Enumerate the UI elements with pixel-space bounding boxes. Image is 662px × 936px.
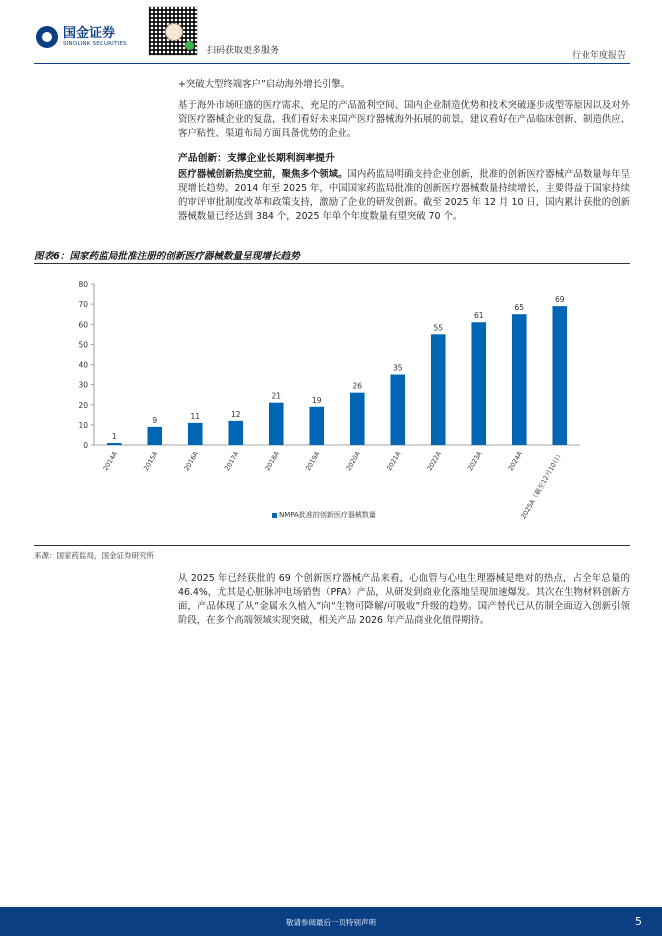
logo-icon — [36, 26, 58, 48]
data-label: 69 — [554, 295, 565, 305]
chart-bar — [390, 375, 405, 445]
figure-title: 图表6：国家药监局批准注册的创新医疗器械数量呈现增长趋势 — [34, 251, 300, 262]
data-label: 26 — [352, 381, 363, 391]
company-logo — [36, 26, 127, 48]
bar-chart — [60, 275, 600, 535]
data-label: 35 — [392, 363, 403, 373]
figure-bottom-rule — [34, 545, 630, 546]
x-tick-label: 2023A — [466, 450, 484, 473]
data-label: 11 — [190, 411, 201, 421]
chart-bar — [107, 443, 122, 445]
y-tick-label: 0 — [83, 441, 88, 450]
x-tick-label: 2017A — [223, 450, 241, 473]
x-tick-label: 2025A（截至12月10日） — [519, 450, 565, 521]
chart-bar — [147, 427, 162, 445]
y-tick-label: 70 — [78, 300, 88, 310]
chart-bar — [471, 322, 486, 445]
x-tick-label: 2020A — [344, 450, 362, 473]
chart-bar — [228, 421, 243, 445]
chart-bar — [431, 334, 446, 445]
qr-center-seal — [165, 23, 183, 41]
logo-name-en: SINOLINK SECURITIES — [63, 40, 127, 47]
data-label: 9 — [152, 415, 158, 425]
chart-bar — [552, 306, 567, 445]
logo-name-cn: 国金证券 — [63, 25, 116, 41]
paragraph-1: +突破大型终端客户”启动海外增长引擎。 — [178, 79, 351, 90]
y-tick-label: 30 — [78, 380, 88, 390]
chart-bar — [350, 393, 365, 445]
figure-top-rule — [34, 263, 630, 264]
legend-swatch — [272, 513, 277, 518]
paragraph-2: 基于海外市场旺盛的医疗需求、充足的产品盈利空间、国内企业制造优势和技术突破逐步成型等原因以及对外资医疗器械企业的复盘，我们看好未来国产医疗器械海外拓展的前景，建议看好在产品临床创新、制造供应、客户粘性、渠道布局方面具备优势的企业。 — [178, 100, 630, 139]
footer-disclaimer[interactable]: 敬请参阅最后一页特别声明 — [286, 918, 376, 927]
y-tick-label: 50 — [78, 340, 88, 350]
data-label: 12 — [230, 409, 241, 419]
data-label: 19 — [311, 395, 322, 405]
section-title: 产品创新：支撑企业长期利润率提升 — [178, 153, 335, 164]
data-label: 1 — [111, 431, 117, 441]
x-tick-label: 2018A — [263, 450, 281, 473]
data-label: 61 — [473, 311, 484, 321]
y-tick-label: 20 — [78, 400, 88, 410]
chart-bar — [269, 403, 284, 445]
y-tick-label: 40 — [78, 360, 88, 370]
paragraph-4: 从 2025 年已经获批的 69 个创新医疗器械产品来看，心血管与心电生理器械是绝对的热点，占全年总量的 46.4%，尤其是心脏脉冲电场销售（PFA）产品，从研发到商业化落地呈现加速爆发。其次在生物材料创新方面，产品体现了从“金属永久植入”向“生物可降解/可吸收”升级的趋势。国产替代已从仿制全面迈入创新引领阶段，在多个高端领域实现突破，相关产品 2026 年产品商业化值得期待。 — [178, 573, 630, 626]
y-tick-label: 10 — [78, 420, 88, 430]
x-tick-label: 2019A — [304, 450, 322, 473]
x-tick-label: 2022A — [425, 450, 443, 473]
paragraph-3 — [178, 168, 630, 224]
wechat-badge-icon — [185, 41, 194, 50]
chart-svg — [60, 275, 600, 535]
paragraph-3-lead: 医疗器械创新热度空前，聚焦多个领域。 — [178, 169, 348, 180]
page-footer — [0, 907, 662, 936]
legend-label: NMPA批准的创新医疗器械数量 — [279, 511, 376, 519]
data-label: 21 — [271, 391, 282, 401]
data-label: 65 — [514, 303, 525, 313]
chart-bar — [512, 314, 527, 445]
y-tick-label: 60 — [78, 320, 88, 330]
chart-bar — [188, 423, 203, 445]
x-tick-label: 2015A — [142, 450, 160, 473]
page-header — [0, 0, 662, 66]
report-type-label: 行业年度报告 — [571, 51, 626, 61]
page-number: 5 — [635, 915, 642, 928]
chart-bar — [309, 407, 324, 445]
figure-source: 来源：国家药监局，国金证券研究所 — [34, 551, 154, 560]
scan-prompt: 扫码获取更多服务 — [207, 46, 280, 56]
data-label: 55 — [433, 323, 444, 333]
x-tick-label: 2014A — [101, 450, 119, 473]
chart-legend — [272, 510, 376, 520]
x-tick-label: 2021A — [385, 450, 403, 473]
paragraph-3-body: 国内药监局明确支持企业创新，批准的创新医疗器械产品数量每年呈现增长趋势。2014 年至 2025 年，中国国家药监局批准的创新医疗器械数量持续增长，主要得益于国家持续的审评审批制度改革和政策支持，激励了企业的研发创新。截至 2025 年 12 月 10 日，国内累计获批的创新器械数量已经达到 384 个，2025 年单个年度数量有望突破 70 个。 — [178, 169, 630, 222]
header-divider — [34, 63, 630, 64]
x-tick-label: 2016A — [182, 450, 200, 473]
y-tick-label: 80 — [78, 280, 88, 289]
x-tick-label: 2024A — [506, 450, 524, 473]
